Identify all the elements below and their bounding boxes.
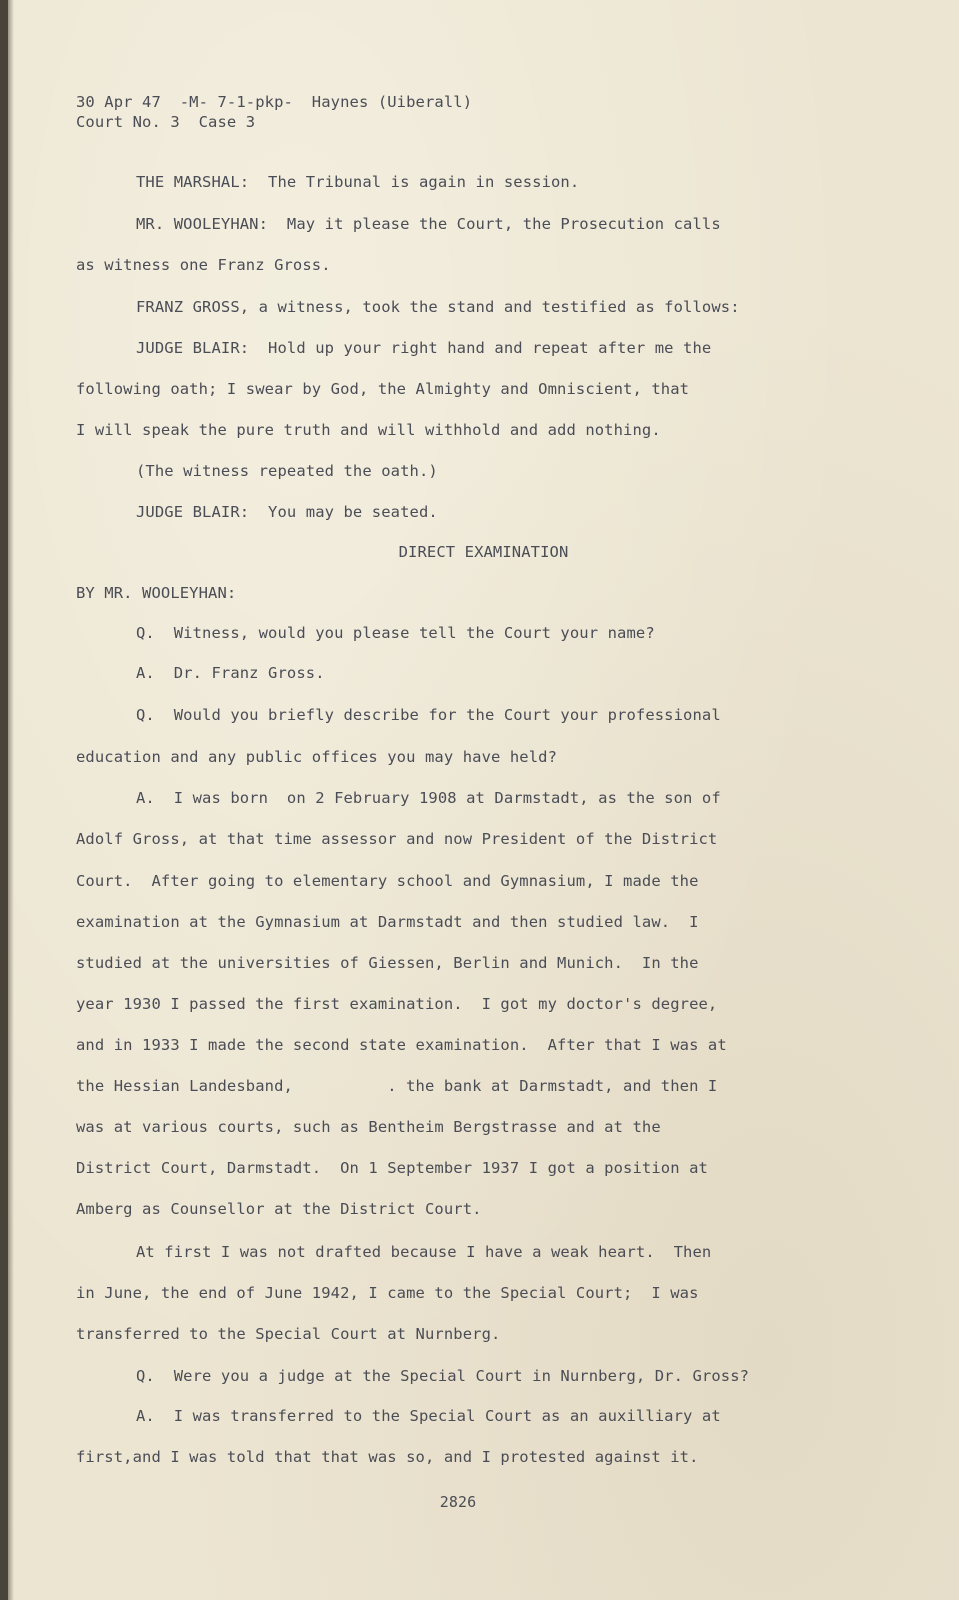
text-line: in June, the end of June 1942, I came to the Special Court; I was [76, 1284, 699, 1302]
text-line: JUDGE BLAIR: You may be seated. [136, 503, 438, 521]
page-edge-shadow [8, 0, 14, 1600]
text-line: education and any public offices you may have held? [76, 748, 558, 766]
text-line: FRANZ GROSS, a witness, took the stand and testified as follows: [136, 298, 740, 316]
text-line: Q. Witness, would you please tell the Court your name? [136, 624, 655, 642]
text-line: and in 1933 I made the second state examination. After that I was at [76, 1036, 727, 1054]
text-line: I will speak the pure truth and will withhold and add nothing. [76, 421, 661, 439]
document-page [8, 0, 959, 1600]
text-line: was at various courts, such as Bentheim Bergstrasse and at the [76, 1118, 661, 1136]
text-line: (The witness repeated the oath.) [136, 462, 438, 480]
text-line: Adolf Gross, at that time assessor and now President of the District [76, 830, 718, 848]
text-line: Q. Were you a judge at the Special Court in Nurnberg, Dr. Gross? [136, 1367, 750, 1385]
text-line: examination at the Gymnasium at Darmstadt and then studied law. I [76, 913, 699, 931]
text-line: JUDGE BLAIR: Hold up your right hand and repeat after me the [136, 339, 712, 357]
text-line: year 1930 I passed the first examination. I got my doctor's degree, [76, 995, 718, 1013]
text-line: THE MARSHAL: The Tribunal is again in session. [136, 173, 580, 191]
text-line: A. Dr. Franz Gross. [136, 664, 325, 682]
text-line: At first I was not drafted because I have a weak heart. Then [136, 1243, 712, 1261]
header-line-2: Court No. 3 Case 3 [76, 113, 256, 131]
text-line: BY MR. WOOLEYHAN: [76, 584, 237, 602]
text-line: MR. WOOLEYHAN: May it please the Court, the Prosecution calls [136, 215, 721, 233]
text-line: as witness one Franz Gross. [76, 256, 331, 274]
text-line: first,and I was told that that was so, and I protested against it. [76, 1448, 699, 1466]
text-line: Amberg as Counsellor at the District Court. [76, 1200, 482, 1218]
text-line: Q. Would you briefly describe for the Court your professional [136, 706, 721, 724]
text-line: Court. After going to elementary school and Gymnasium, I made the [76, 872, 699, 890]
header-line-1: 30 Apr 47 -M- 7-1-pkp- Haynes (Uiberall) [76, 93, 473, 111]
section-heading: DIRECT EXAMINATION [398, 543, 569, 561]
text-line: the Hessian Landesband, . the bank at Darmstadt, and then I [76, 1077, 718, 1095]
text-line: A. I was born on 2 February 1908 at Darmstadt, as the son of [136, 789, 721, 807]
text-line: following oath; I swear by God, the Almighty and Omniscient, that [76, 380, 690, 398]
text-line: District Court, Darmstadt. On 1 September 1937 I got a position at [76, 1159, 708, 1177]
text-line: A. I was transferred to the Special Court as an auxilliary at [136, 1407, 721, 1425]
text-line: transferred to the Special Court at Nurnberg. [76, 1325, 501, 1343]
page-number: 2826 [439, 1493, 477, 1511]
text-line: studied at the universities of Giessen, Berlin and Munich. In the [76, 954, 699, 972]
